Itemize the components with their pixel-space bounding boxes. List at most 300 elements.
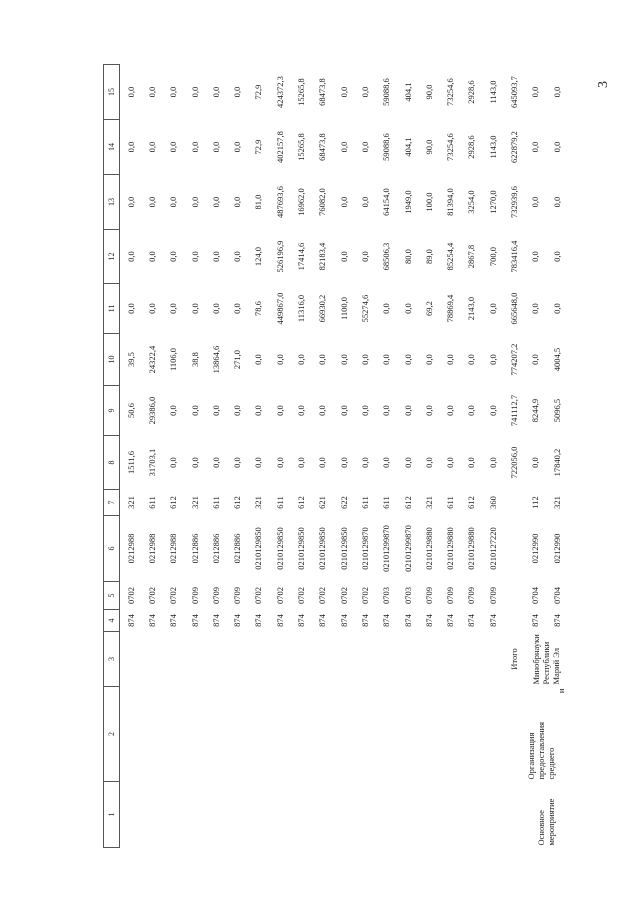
cell-c6: 0212886 bbox=[210, 533, 221, 564]
row-label bbox=[439, 632, 460, 687]
cell-c7: 612 bbox=[232, 496, 243, 509]
cell-c14: 90,0 bbox=[423, 139, 434, 155]
cell-c15: 2928,6 bbox=[466, 80, 477, 104]
cell-c8: 0,0 bbox=[317, 457, 328, 468]
table-row bbox=[525, 65, 546, 848]
cell-c11: 69,2 bbox=[423, 301, 434, 316]
empty-cell bbox=[333, 687, 354, 782]
cell-c13: 76082,0 bbox=[317, 188, 328, 216]
cell-c10: 0,0 bbox=[296, 354, 307, 365]
cell-c6: 0210129870 bbox=[359, 527, 370, 570]
cell-c13: 0,0 bbox=[125, 196, 136, 208]
cell-c9: 0,0 bbox=[359, 405, 370, 416]
cell-c4: 874 bbox=[359, 614, 370, 627]
cell-c9: 29386,0 bbox=[146, 396, 157, 425]
cell-c7 bbox=[503, 490, 524, 516]
cell-c11: 0,0 bbox=[210, 303, 221, 314]
cell-c11: 2143,0 bbox=[466, 296, 477, 321]
cell-c15: 0,0 bbox=[168, 86, 179, 98]
cell-c15: 68473,8 bbox=[317, 78, 328, 106]
cell-c15: 90,0 bbox=[423, 84, 434, 100]
table-row bbox=[354, 65, 375, 848]
empty-cell bbox=[482, 782, 503, 848]
cell-c5: 0702 bbox=[317, 587, 328, 604]
cell-c12: 0,0 bbox=[338, 251, 349, 262]
cell-c8: 0,0 bbox=[189, 457, 200, 468]
cell-c6: 0210129850 bbox=[317, 527, 328, 570]
cell-c9: 0,0 bbox=[445, 405, 456, 416]
cell-c12: 0,0 bbox=[189, 251, 200, 262]
header-cell: 8 bbox=[104, 436, 120, 490]
cell-c15: 0,0 bbox=[210, 86, 221, 98]
cell-c12: 783416,4 bbox=[508, 240, 519, 273]
header-cell: 3 bbox=[104, 632, 120, 687]
table-row bbox=[397, 65, 418, 848]
cell-c10: 24322,4 bbox=[146, 345, 157, 374]
header-cell: 5 bbox=[104, 582, 120, 610]
empty-cell bbox=[248, 782, 269, 848]
table-row bbox=[269, 65, 290, 848]
cell-c9: 0,0 bbox=[317, 405, 328, 416]
row-label bbox=[461, 632, 482, 687]
cell-c6: 0210129880 bbox=[445, 527, 456, 570]
row-label bbox=[269, 632, 290, 687]
cell-c9: 0,0 bbox=[274, 405, 285, 416]
cell-c5: 0704 bbox=[530, 587, 541, 604]
cell-c10: 0,0 bbox=[317, 354, 328, 365]
cell-c15: 404,1 bbox=[402, 82, 413, 102]
cell-c11: 78869,4 bbox=[445, 294, 456, 323]
cell-c10: 0,0 bbox=[402, 354, 413, 365]
cell-c11: 0,0 bbox=[551, 303, 562, 314]
cell-c5: 0709 bbox=[189, 587, 200, 604]
empty-cell bbox=[290, 687, 311, 782]
cell-c11: 0,0 bbox=[125, 303, 136, 314]
cell-c12: 80,0 bbox=[402, 249, 413, 264]
cell-c15: 0,0 bbox=[551, 86, 562, 98]
cell-c8: 0,0 bbox=[274, 457, 285, 468]
cell-c13: 81,0 bbox=[253, 194, 264, 210]
cell-c4: 874 bbox=[146, 614, 157, 627]
cell-c14: 0,0 bbox=[168, 141, 179, 153]
cell-c6: 0210129850 bbox=[338, 527, 349, 570]
cell-c7: 321 bbox=[423, 496, 434, 509]
header-cell: 12 bbox=[104, 230, 120, 284]
cell-c5: 0702 bbox=[125, 587, 136, 604]
cell-c13: 0,0 bbox=[551, 196, 562, 208]
cell-c13: 0,0 bbox=[359, 196, 370, 208]
empty-cell bbox=[163, 782, 184, 848]
cell-c4: 874 bbox=[381, 614, 392, 627]
cell-c14: 404,1 bbox=[402, 137, 413, 157]
rotated-table-container bbox=[103, 65, 623, 848]
cell-c14: 622879,2 bbox=[508, 131, 519, 163]
table-row bbox=[226, 65, 247, 848]
empty-cell bbox=[333, 782, 354, 848]
cell-c7: 612 bbox=[296, 496, 307, 509]
cell-c14: 0,0 bbox=[125, 141, 136, 153]
empty-cell bbox=[376, 687, 397, 782]
cell-c8: 0,0 bbox=[338, 457, 349, 468]
cell-c10: 271,0 bbox=[232, 349, 243, 370]
cell-c14: 0,0 bbox=[146, 141, 157, 153]
cell-c4: 874 bbox=[296, 614, 307, 627]
cell-c9: 0,0 bbox=[210, 405, 221, 416]
row-label bbox=[248, 632, 269, 687]
cell-c11: 0,0 bbox=[530, 303, 541, 314]
table-row bbox=[503, 65, 524, 848]
empty-cell bbox=[141, 782, 162, 848]
cell-c13: 0,0 bbox=[146, 196, 157, 208]
cell-c13: 0,0 bbox=[232, 196, 243, 208]
row-label bbox=[290, 632, 311, 687]
cell-c14: 0,0 bbox=[359, 141, 370, 153]
cell-c9: 0,0 bbox=[338, 405, 349, 416]
cell-c4: 874 bbox=[189, 614, 200, 627]
cell-c13: 0,0 bbox=[189, 196, 200, 208]
cell-c4 bbox=[503, 610, 524, 632]
cell-c12: 0,0 bbox=[551, 251, 562, 262]
cell-c8: 31703,1 bbox=[146, 448, 157, 477]
empty-cell bbox=[248, 687, 269, 782]
row-label bbox=[333, 632, 354, 687]
cell-c7: 112 bbox=[530, 496, 541, 509]
cell-c15: 0,0 bbox=[530, 86, 541, 98]
empty-cell bbox=[312, 687, 333, 782]
cell-c10: 0,0 bbox=[253, 354, 264, 365]
cell-c8: 1511,6 bbox=[125, 450, 136, 475]
cell-c14: 0,0 bbox=[551, 141, 562, 153]
cell-c7: 611 bbox=[210, 496, 221, 509]
cell-c13: 81394,0 bbox=[445, 188, 456, 216]
header-cell: 7 bbox=[104, 490, 120, 516]
cell-c12: 700,0 bbox=[487, 246, 498, 267]
cell-c8: 0,0 bbox=[381, 457, 392, 468]
cell-c14: 402157,8 bbox=[274, 131, 285, 163]
cell-c8: 0,0 bbox=[423, 457, 434, 468]
cell-c10: 4004,5 bbox=[551, 347, 562, 372]
cell-c6 bbox=[503, 516, 524, 582]
table-row bbox=[290, 65, 311, 848]
cell-c10: 0,0 bbox=[445, 354, 456, 365]
table-row bbox=[376, 65, 397, 848]
cell-c7: 321 bbox=[253, 496, 264, 509]
cell-c5: 0704 bbox=[551, 587, 562, 604]
cell-c10: 0,0 bbox=[466, 354, 477, 365]
cell-c8: 0,0 bbox=[445, 457, 456, 468]
cell-c11: 0,0 bbox=[232, 303, 243, 314]
cell-c6: 02101299870 bbox=[402, 525, 413, 572]
header-cell: 13 bbox=[104, 175, 120, 230]
cell-c8: 0,0 bbox=[168, 457, 179, 468]
header-cell: 6 bbox=[104, 516, 120, 582]
cell-c13: 0,0 bbox=[210, 196, 221, 208]
header-cell: 10 bbox=[104, 334, 120, 386]
cell-c9: 8244,9 bbox=[530, 398, 541, 423]
cell-c5: 0709 bbox=[466, 587, 477, 604]
cell-c13: 3254,0 bbox=[466, 190, 477, 214]
cell-c9: 0,0 bbox=[402, 405, 413, 416]
cell-c7: 622 bbox=[338, 496, 349, 509]
empty-cell bbox=[439, 687, 460, 782]
row-label bbox=[418, 632, 439, 687]
empty-cell bbox=[397, 782, 418, 848]
cell-c15: 1143,0 bbox=[487, 80, 498, 104]
cell-c10: 0,0 bbox=[423, 354, 434, 365]
cell-c9: 0,0 bbox=[296, 405, 307, 416]
table-row bbox=[141, 65, 162, 848]
cell-c4: 874 bbox=[168, 614, 179, 627]
cell-c13: 1949,0 bbox=[402, 190, 413, 214]
cell-c13: 732939,6 bbox=[508, 186, 519, 218]
cell-c7: 360 bbox=[487, 496, 498, 509]
cell-c12: 0,0 bbox=[125, 251, 136, 262]
row-label: Итого bbox=[508, 648, 519, 670]
cell-c5: 0702 bbox=[253, 587, 264, 604]
empty-cell bbox=[141, 687, 162, 782]
cell-c10: 774207,2 bbox=[508, 343, 519, 376]
empty-cell bbox=[205, 782, 226, 848]
cell-c4: 874 bbox=[402, 614, 413, 627]
cell-c10: 13864,6 bbox=[210, 345, 221, 374]
empty-cell bbox=[226, 687, 247, 782]
cell-c4: 874 bbox=[232, 614, 243, 627]
budget-table bbox=[103, 64, 567, 848]
row-label bbox=[141, 632, 162, 687]
cell-c8: 17840,2 bbox=[551, 448, 562, 477]
activity-name-suffix: и bbox=[555, 688, 566, 694]
cell-c12: 68506,3 bbox=[381, 242, 392, 271]
cell-c4: 874 bbox=[423, 614, 434, 627]
empty-cell bbox=[312, 782, 333, 848]
cell-c14: 15265,8 bbox=[296, 133, 307, 161]
cell-c15: 0,0 bbox=[232, 86, 243, 98]
table-row bbox=[439, 65, 460, 848]
row-label bbox=[397, 632, 418, 687]
cell-c10: 1106,0 bbox=[168, 347, 179, 372]
cell-c6: 0212990 bbox=[530, 533, 541, 564]
cell-c7: 621 bbox=[317, 496, 328, 509]
cell-c7: 321 bbox=[551, 496, 562, 509]
table-row bbox=[461, 65, 482, 848]
cell-c4: 874 bbox=[445, 614, 456, 627]
cell-c12: 82183,4 bbox=[317, 242, 328, 271]
cell-c6: 0212988 bbox=[146, 533, 157, 564]
cell-c9: 5096,5 bbox=[551, 398, 562, 423]
header-cell: 4 bbox=[104, 610, 120, 632]
cell-c10: 0,0 bbox=[359, 354, 370, 365]
cell-c11: 66930,2 bbox=[317, 294, 328, 323]
cell-c15: 0,0 bbox=[359, 86, 370, 98]
row-label bbox=[376, 632, 397, 687]
cell-c6: 0212988 bbox=[125, 533, 136, 564]
cell-c14: 0,0 bbox=[210, 141, 221, 153]
empty-cell bbox=[354, 687, 375, 782]
cell-c7: 611 bbox=[274, 496, 285, 509]
cell-c8: 0,0 bbox=[253, 457, 264, 468]
cell-c12: 0,0 bbox=[232, 251, 243, 262]
cell-c12: 124,0 bbox=[253, 246, 264, 267]
cell-c7: 321 bbox=[189, 496, 200, 509]
cell-c12: 0,0 bbox=[359, 251, 370, 262]
cell-c13: 0,0 bbox=[338, 196, 349, 208]
cell-c13: 100,0 bbox=[423, 192, 434, 212]
empty-cell bbox=[397, 687, 418, 782]
cell-c8: 0,0 bbox=[466, 457, 477, 468]
cell-c15: 424372,3 bbox=[274, 76, 285, 108]
cell-c6: 0210127220 bbox=[487, 527, 498, 570]
header-cell: 14 bbox=[104, 120, 120, 175]
cell-c13: 64154,0 bbox=[381, 188, 392, 216]
cell-c5 bbox=[503, 582, 524, 610]
cell-c6: 0210129850 bbox=[274, 527, 285, 570]
empty-cell bbox=[376, 782, 397, 848]
cell-c10: 39,5 bbox=[125, 352, 136, 367]
table-row bbox=[333, 65, 354, 848]
header-cell: 1 bbox=[104, 782, 120, 848]
cell-c11: 0,0 bbox=[189, 303, 200, 314]
cell-c4: 874 bbox=[274, 614, 285, 627]
cell-c8: 722056,0 bbox=[508, 446, 519, 479]
cell-c11: 1100,0 bbox=[338, 296, 349, 321]
cell-c14: 1143,0 bbox=[487, 135, 498, 159]
cell-c11: 78,6 bbox=[253, 301, 264, 316]
empty-cell bbox=[290, 782, 311, 848]
cell-c14: 0,0 bbox=[189, 141, 200, 153]
empty-cell bbox=[439, 782, 460, 848]
cell-c14: 0,0 bbox=[232, 141, 243, 153]
cell-c12: 89,0 bbox=[423, 249, 434, 264]
row-label bbox=[184, 632, 205, 687]
empty-cell bbox=[120, 782, 142, 848]
table-row bbox=[163, 65, 184, 848]
header-number-row bbox=[104, 65, 120, 848]
empty-cell bbox=[205, 687, 226, 782]
cell-c15: 73254,6 bbox=[445, 78, 456, 106]
cell-c11: 0,0 bbox=[146, 303, 157, 314]
table-row bbox=[205, 65, 226, 848]
cell-c9: 0,0 bbox=[423, 405, 434, 416]
page-number: 3 bbox=[596, 81, 611, 88]
cell-c14: 0,0 bbox=[338, 141, 349, 153]
cell-c5: 0702 bbox=[338, 587, 349, 604]
cell-c5: 0702 bbox=[274, 587, 285, 604]
cell-c11: 0,0 bbox=[381, 303, 392, 314]
cell-c4: 874 bbox=[317, 614, 328, 627]
cell-c6: 0210129880 bbox=[423, 527, 434, 570]
header-cell: 11 bbox=[104, 284, 120, 334]
cell-c13: 0,0 bbox=[530, 196, 541, 208]
cell-c6: 0210129850 bbox=[253, 527, 264, 570]
table-row bbox=[120, 65, 142, 848]
cell-c12: 0,0 bbox=[168, 251, 179, 262]
cell-c4: 874 bbox=[551, 614, 562, 627]
cell-c5: 0702 bbox=[296, 587, 307, 604]
cell-c10: 0,0 bbox=[338, 354, 349, 365]
cell-c15: 0,0 bbox=[146, 86, 157, 98]
table-row bbox=[482, 65, 503, 848]
empty-cell bbox=[269, 782, 290, 848]
cell-c5: 0702 bbox=[168, 587, 179, 604]
row-label bbox=[226, 632, 247, 687]
cell-c14: 2928,6 bbox=[466, 135, 477, 159]
table-row bbox=[184, 65, 205, 848]
cell-c15: 0,0 bbox=[338, 86, 349, 98]
cell-c4: 874 bbox=[125, 614, 136, 627]
cell-c5: 0703 bbox=[402, 587, 413, 604]
cell-c10: 38,8 bbox=[189, 352, 200, 367]
activity-name-text: Организация предоставления среднего bbox=[525, 721, 556, 780]
cell-c9: 0,0 bbox=[466, 405, 477, 416]
cell-c6: 0212886 bbox=[189, 533, 200, 564]
row-label bbox=[482, 632, 503, 687]
cell-c13: 1270,0 bbox=[487, 190, 498, 214]
activity-name-cell bbox=[525, 687, 568, 782]
cell-c15: 15265,8 bbox=[296, 78, 307, 106]
cell-c11: 0,0 bbox=[402, 303, 413, 314]
cell-c8: 0,0 bbox=[487, 457, 498, 468]
cell-c8: 0,0 bbox=[210, 457, 221, 468]
cell-c10: 0,0 bbox=[530, 354, 541, 365]
cell-c8: 0,0 bbox=[296, 457, 307, 468]
empty-cell bbox=[418, 687, 439, 782]
empty-cell bbox=[184, 687, 205, 782]
empty-cell bbox=[184, 782, 205, 848]
cell-c15: 72,9 bbox=[253, 84, 264, 100]
empty-cell bbox=[354, 782, 375, 848]
cell-c6: 02101299870 bbox=[381, 525, 392, 572]
cell-c6: 0210129880 bbox=[466, 527, 477, 570]
empty-cell bbox=[461, 782, 482, 848]
cell-c12: 0,0 bbox=[530, 251, 541, 262]
cell-c9: 0,0 bbox=[487, 405, 498, 416]
empty-cell bbox=[269, 687, 290, 782]
empty-cell bbox=[120, 687, 142, 782]
cell-c7: 611 bbox=[381, 496, 392, 509]
cell-c13: 0,0 bbox=[168, 196, 179, 208]
cell-c11: 11316,0 bbox=[296, 294, 307, 323]
empty-cell bbox=[482, 687, 503, 782]
cell-c15: 0,0 bbox=[189, 86, 200, 98]
header-cell: 15 bbox=[104, 65, 120, 120]
header-cell: 2 bbox=[104, 687, 120, 782]
empty-cell bbox=[503, 782, 524, 848]
cell-c7: 321 bbox=[125, 496, 136, 509]
cell-c9: 0,0 bbox=[381, 405, 392, 416]
cell-c12: 0,0 bbox=[146, 251, 157, 262]
cell-c8: 0,0 bbox=[402, 457, 413, 468]
cell-c5: 0709 bbox=[487, 587, 498, 604]
cell-c7: 611 bbox=[359, 496, 370, 509]
cell-c11: 449867,0 bbox=[274, 292, 285, 325]
cell-c12: 17414,6 bbox=[296, 242, 307, 271]
cell-c10: 0,0 bbox=[274, 354, 285, 365]
table-body bbox=[104, 65, 568, 848]
row-label bbox=[312, 632, 333, 687]
cell-c5: 0702 bbox=[359, 587, 370, 604]
cell-c12: 0,0 bbox=[210, 251, 221, 262]
table-row bbox=[418, 65, 439, 848]
row-label bbox=[120, 632, 142, 687]
cell-c7: 612 bbox=[168, 496, 179, 509]
executor-cell: Минобрнауки Республики Марий Эл bbox=[530, 634, 561, 685]
cell-c7: 612 bbox=[402, 496, 413, 509]
cell-c4: 874 bbox=[253, 614, 264, 627]
cell-c6: 0210129850 bbox=[296, 527, 307, 570]
cell-c14: 73254,6 bbox=[445, 133, 456, 161]
table-row bbox=[312, 65, 333, 848]
row-label bbox=[163, 632, 184, 687]
